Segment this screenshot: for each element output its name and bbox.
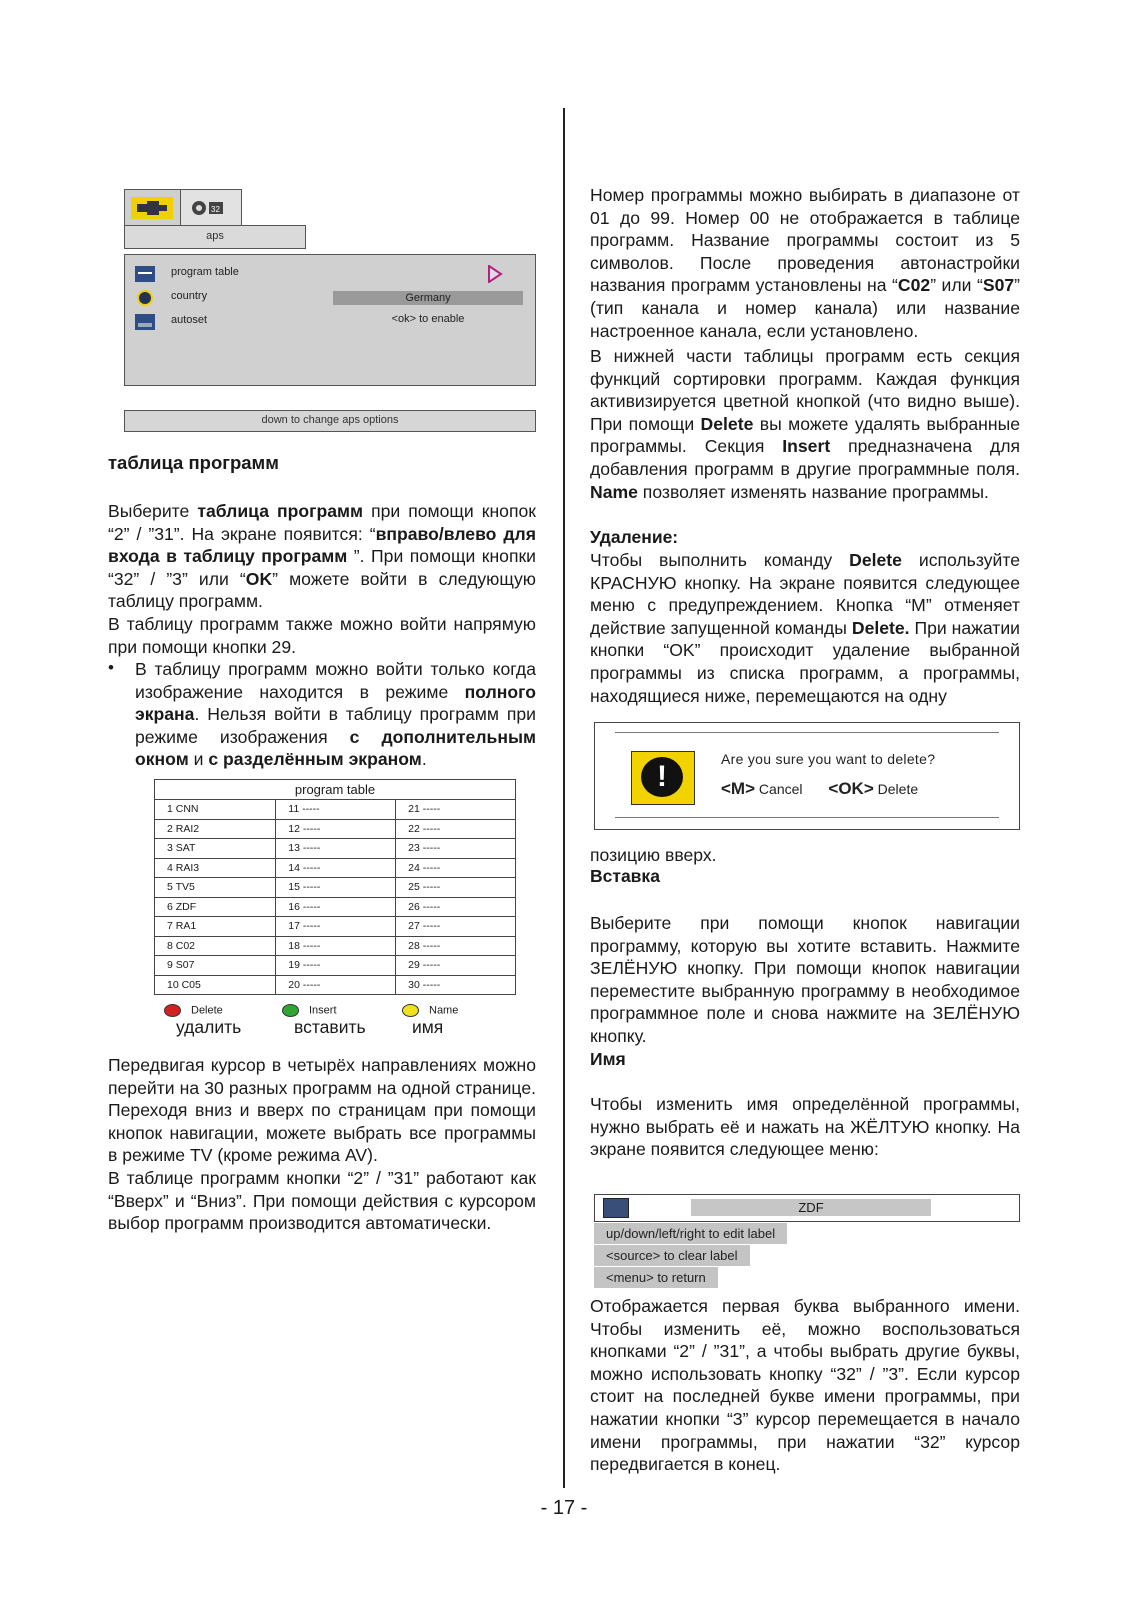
legend-ru-delete: удалить bbox=[176, 1017, 242, 1037]
aps-footer: down to change aps options bbox=[124, 410, 536, 432]
table-row[interactable] bbox=[155, 917, 516, 937]
text: позволяет изменять название программы. bbox=[637, 481, 989, 502]
text-bold: с дополнительным окном bbox=[135, 726, 536, 770]
text-bold: S07 bbox=[982, 275, 1015, 296]
delete-confirm-button[interactable] bbox=[828, 781, 918, 797]
table-row[interactable] bbox=[155, 897, 516, 917]
section-heading: таблица программ bbox=[108, 452, 279, 473]
program-cell[interactable]: 5 TV5 bbox=[155, 878, 276, 898]
text: В нижней части таблицы программ есть секция функций сортировки программ. Каждая функция активизируется цветной кнопкой (что видно выше). При помощи bbox=[590, 346, 1020, 434]
program-cell[interactable]: 19 ----- bbox=[276, 956, 396, 976]
tv-tab-icon bbox=[181, 190, 241, 226]
text-bold: OK bbox=[245, 568, 273, 589]
ok-key: <OK> bbox=[828, 779, 874, 798]
program-cell[interactable]: 2 RAI2 bbox=[155, 819, 276, 839]
legend-ru-insert: вставить bbox=[294, 1017, 366, 1037]
heading-delete: Удаление: bbox=[590, 527, 679, 547]
program-cell[interactable]: 29 ----- bbox=[396, 956, 516, 976]
green-button-icon bbox=[282, 1004, 299, 1017]
aps-title: aps bbox=[124, 225, 306, 249]
edit-label-icon bbox=[603, 1198, 629, 1218]
left-paragraph-4: В таблице программ кнопки “2” / ”31” работают как “Вверх” и “Вниз”. При помощи действия с курсором выбор программ производится автоматически. bbox=[108, 1168, 536, 1234]
legend-label: Insert bbox=[309, 1004, 337, 1017]
warning-icon: ! bbox=[631, 751, 695, 805]
text: вы можете удалять выбранные программы. Секция bbox=[590, 413, 1021, 457]
text: ” (тип канала и номер канала) или название настроенное канала, если установлено. bbox=[590, 275, 1020, 341]
delete-label: Delete bbox=[877, 781, 919, 797]
legend-name bbox=[402, 1004, 458, 1017]
text-bold: Delete bbox=[700, 413, 754, 434]
right-paragraph-6: Отображается первая буква выбранного имени. Чтобы изменить её, можно воспользоваться кнопками “2” / ”31”, а чтобы выбрать другие буквы, можно использовать кнопку “32” / ”3”. Если курсор стоит на последней букве имени программы, при нажатии кнопки “3” курсор перемещается в начало имени программы, при нажатии “32” курсор передвигается в конец. bbox=[590, 1296, 1020, 1475]
program-table bbox=[154, 779, 516, 995]
text: . Нельзя войти в таблицу программ при режиме изображения bbox=[135, 704, 536, 747]
program-cell[interactable]: 23 ----- bbox=[396, 839, 516, 859]
heading-name: Имя bbox=[590, 1049, 626, 1069]
right-paragraph-1 bbox=[590, 184, 1020, 342]
tab-badge: 32 bbox=[211, 205, 220, 214]
bullet-item bbox=[108, 658, 536, 771]
heading-insert: Вставка bbox=[590, 866, 660, 886]
aps-row-label: program table bbox=[171, 266, 239, 278]
table-row[interactable] bbox=[155, 858, 516, 878]
program-cell[interactable]: 27 ----- bbox=[396, 917, 516, 937]
text-bold: Delete. bbox=[851, 617, 910, 638]
plug-icon bbox=[125, 190, 181, 226]
program-cell[interactable]: 28 ----- bbox=[396, 936, 516, 956]
text: предназначена для добавления программ в другие программные поля. bbox=[590, 436, 1020, 479]
aps-row-autoset[interactable] bbox=[125, 311, 535, 333]
program-cell[interactable]: 25 ----- bbox=[396, 878, 516, 898]
autoset-value: <ok> to enable bbox=[391, 313, 465, 325]
dialog-rule bbox=[615, 732, 999, 733]
program-cell[interactable]: 4 RAI3 bbox=[155, 858, 276, 878]
text: При нажатии кнопки “OK” происходит удаление выбранной программы из списка программ, а программы, находящиеся ниже, перемещаются на одну bbox=[590, 617, 1020, 706]
hint-clear: <source> to clear label bbox=[594, 1245, 750, 1266]
program-cell[interactable]: 8 C02 bbox=[155, 936, 276, 956]
right-paragraph-5: Чтобы изменить имя определённой программы, нужно выбрать её и нажать на ЖЁЛТУЮ кнопку. На экране появится следующее меню: bbox=[590, 1094, 1020, 1160]
text: Выберите bbox=[108, 501, 198, 521]
program-cell[interactable]: 15 ----- bbox=[276, 878, 396, 898]
text-bold: вправо/влево для входа в таблицу программ bbox=[108, 523, 536, 567]
text-bold: таблица программ bbox=[197, 501, 364, 521]
text-bold: с разделённым экраном bbox=[208, 749, 422, 770]
aps-row-program-table[interactable] bbox=[125, 263, 535, 285]
program-cell[interactable]: 7 RA1 bbox=[155, 917, 276, 937]
text: Чтобы выполнить команду bbox=[590, 550, 850, 570]
program-cell[interactable]: 26 ----- bbox=[396, 897, 516, 917]
legend-label: Delete bbox=[191, 1004, 223, 1017]
text-bold: полного экрана bbox=[135, 681, 536, 725]
legend-label: Name bbox=[429, 1004, 459, 1017]
bullet: • bbox=[108, 658, 114, 677]
program-cell[interactable]: 18 ----- bbox=[276, 936, 396, 956]
program-cell[interactable]: 10 C05 bbox=[155, 975, 276, 995]
program-cell[interactable]: 11 ----- bbox=[276, 800, 396, 820]
table-row[interactable] bbox=[155, 800, 516, 820]
text: ”. При помощи кнопки “32” / ”3” или “ bbox=[108, 546, 536, 589]
text: ” или “ bbox=[930, 275, 983, 296]
aps-row-label: country bbox=[171, 290, 208, 302]
text-bold: C02 bbox=[897, 275, 931, 296]
tab-channel[interactable] bbox=[180, 189, 242, 226]
arrow-right-icon bbox=[487, 265, 503, 283]
legend-insert bbox=[282, 1004, 337, 1017]
table-row[interactable] bbox=[155, 975, 516, 995]
hint-edit: up/down/left/right to edit label bbox=[594, 1223, 787, 1244]
left-paragraph-1 bbox=[108, 500, 536, 613]
text-bold: Name bbox=[590, 481, 638, 502]
aps-row-label: autoset bbox=[171, 314, 208, 326]
cancel-button[interactable] bbox=[721, 781, 803, 797]
right-paragraph-4: Выберите при помощи кнопок навигации программу, которую вы хотите вставить. Нажмите ЗЕЛЁНУЮ кнопку. При помощи кнопок навигации переместите выбранную программу в необходимое программное поле и снова нажмите на ЗЕЛЁНУЮ кнопку. bbox=[590, 913, 1020, 1046]
page-number: - 17 - bbox=[540, 1497, 588, 1519]
text: ” можете войти в следующую таблицу программ. bbox=[108, 568, 536, 612]
left-paragraph-2: В таблицу программ также можно войти напрямую при помощи кнопки 29. bbox=[108, 614, 536, 657]
program-cell[interactable]: 12 ----- bbox=[276, 819, 396, 839]
country-select[interactable]: Germany bbox=[333, 291, 523, 305]
program-cell[interactable]: 20 ----- bbox=[276, 975, 396, 995]
program-cell[interactable]: 6 ZDF bbox=[155, 897, 276, 917]
program-cell[interactable]: 21 ----- bbox=[396, 800, 516, 820]
cancel-label: Cancel bbox=[758, 781, 803, 797]
program-cell[interactable]: 14 ----- bbox=[276, 858, 396, 878]
tab-install[interactable] bbox=[124, 189, 182, 226]
text: и bbox=[188, 749, 209, 770]
text-bold: Delete bbox=[849, 550, 902, 570]
delete-question: Are you sure you want to delete? bbox=[721, 751, 936, 767]
program-cell[interactable]: 1 CNN bbox=[155, 800, 276, 820]
program-cell[interactable]: 30 ----- bbox=[396, 975, 516, 995]
aps-panel bbox=[124, 254, 536, 386]
legend-delete bbox=[164, 1004, 223, 1017]
left-paragraph-3: Передвигая курсор в четырёх направлениях можно перейти на 30 разных программ на одной странице. Переходя вниз и вверх по страницам при помощи кнопок навигации, можете выбрать все программы в режиме TV (кроме режима AV). bbox=[108, 1055, 536, 1166]
aps-row-country[interactable] bbox=[125, 287, 535, 309]
table-icon bbox=[135, 266, 155, 282]
table-row[interactable] bbox=[155, 819, 516, 839]
table-row[interactable] bbox=[155, 878, 516, 898]
dialog-buttons bbox=[721, 779, 918, 799]
autoset-icon bbox=[135, 314, 155, 330]
program-cell[interactable]: 3 SAT bbox=[155, 839, 276, 859]
globe-icon bbox=[135, 290, 155, 306]
text: . bbox=[421, 749, 427, 770]
text: В таблицу программ можно войти только когда изображение находится в режиме bbox=[135, 659, 536, 702]
program-table-title: program table bbox=[155, 780, 516, 800]
bullet-text bbox=[135, 658, 536, 771]
right-paragraph-3 bbox=[590, 549, 1020, 707]
table-row[interactable] bbox=[155, 936, 516, 956]
program-cell[interactable]: 13 ----- bbox=[276, 839, 396, 859]
text: используйте КРАСНУЮ кнопку. На экране появится следующее меню с предупреждением. Кнопка “M” отменяет действие запущенной команды bbox=[590, 550, 1020, 638]
dialog-rule bbox=[615, 817, 999, 818]
program-cell[interactable]: 22 ----- bbox=[396, 819, 516, 839]
right-paragraph-3-cont: позицию вверх. bbox=[590, 845, 717, 865]
program-cell[interactable]: 17 ----- bbox=[276, 917, 396, 937]
program-cell[interactable]: 9 S07 bbox=[155, 956, 276, 976]
legend-ru-name: имя bbox=[412, 1017, 444, 1037]
name-edit-box bbox=[594, 1194, 1020, 1222]
text-bold: Insert bbox=[782, 436, 831, 457]
program-cell[interactable]: 24 ----- bbox=[396, 858, 516, 878]
text: при помощи кнопок “2” / ”31”. На экране появится: “ bbox=[108, 501, 536, 544]
right-paragraph-2 bbox=[590, 345, 1020, 503]
table-row[interactable] bbox=[155, 839, 516, 859]
delete-dialog bbox=[594, 722, 1020, 830]
hint-return: <menu> to return bbox=[594, 1267, 718, 1288]
program-cell[interactable]: 16 ----- bbox=[276, 897, 396, 917]
text: Номер программы можно выбирать в диапазоне от 01 до 99. Номер 00 не отображается в таблице программ. Название программы состоит из 5 символов. После проведения автонастройки названия программ установлены на “ bbox=[590, 185, 1020, 296]
red-button-icon bbox=[164, 1004, 181, 1017]
program-name-field[interactable]: ZDF bbox=[691, 1199, 931, 1216]
table-row[interactable] bbox=[155, 956, 516, 976]
m-key: <M> bbox=[721, 779, 756, 798]
column-divider bbox=[563, 108, 565, 1488]
yellow-button-icon bbox=[402, 1004, 419, 1017]
